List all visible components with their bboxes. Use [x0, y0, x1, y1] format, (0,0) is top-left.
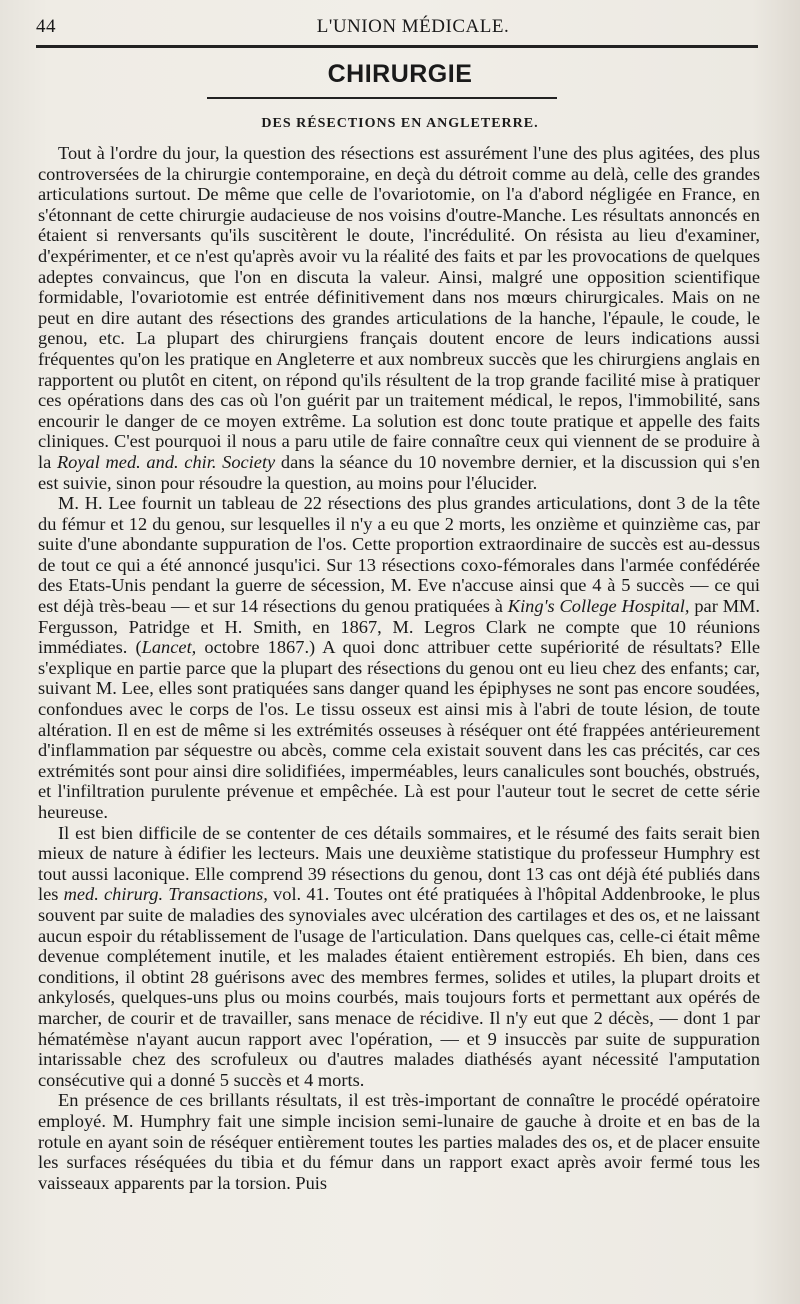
paragraph-text: En présence de ces brillants résultats, il est très-important de connaître le procédé opératoire employé. M. Humphry fait une simple incision semi-lunaire de gauche à droite et en bas de la rotule en ayant soin de réséquer entièrement toutes les parties malades des os, et de placer ensuite les surfaces réséquées du tibia et du fémur dans un rapport exact après avoir fermé tous les vaisseaux apparents par la torsion. Puis	[38, 1090, 760, 1193]
paragraph-text: Tout à l'ordre du jour, la question des résections est assurément l'une des plus agitées, des plus controversées de la chirurgie contemporaine, en deçà du détroit comme au delà, celle des grandes articulations surtout. De même que celle de l'ovariotomie, on l'a d'abord négligée en France, en s'étonnant de cette chirurgie audacieuse de nos voisins d'outre-Manche. Les résultats annoncés en étaient si renversants qu'ils suscitèrent le doute, l'incrédulité. On résista au lieu d'examiner, d'expérimenter, et ce n'est qu'après avoir vu la réalité des faits et par les provocations de quelques adeptes convaincus, que l'on en discuta la valeur. Ainsi, malgré une opposition scientifique formidable, l'ovariotomie est entrée définitivement dans nos mœurs chirurgicales. Mais on ne peut en dire autant des résections des grandes articulations de la hanche, l'épaule, le coude, le genou, etc. La plupart des chirurgiens français doutent encore de leurs indications aussi fréquentes qu'on les pratique en Angleterre et aux nombreux succès que les chirurgiens anglais en rapportent ou plutôt en citent, on répond qu'ils résultent de la trop grande facilité mise à pratiquer ces opérations dans des cas où l'on guérit par un traitement médical, le repos, l'immobilité, sans encourir le danger de ce moyen extrême. La solution est donc toute pratique et appelle des faits cliniques. C'est pourquoi il nous a paru utile de faire connaître ceux qui viennent de se produire à la	[38, 143, 760, 472]
italic-text: Lancet,	[141, 637, 197, 658]
page-number: 44	[36, 16, 56, 37]
journal-title: L'UNION MÉDICALE.	[316, 16, 510, 37]
paragraph	[38, 493, 760, 823]
italic-text: med. chirurg. Transactions,	[63, 884, 268, 905]
running-header	[36, 16, 760, 40]
section-title: CHIRURGIE	[327, 60, 473, 88]
paragraph	[38, 823, 760, 1091]
header-rule	[36, 45, 758, 48]
paragraph-text: M. H. Lee fournit un tableau de 22 résections des plus grandes articulations, dont 3 de la tête du fémur et 12 du genou, sur lesquelles il n'y a eu que 2 morts, les onzième et quinzième cas, par suite d'une abondante suppuration de l'os. Cette proportion extraordinaire de succès est au-dessus de tout ce qui a été annoncé jusqu'ici. Sur 13 résections coxo-fémorales dans l'armée confédérée des Etats-Unis pendant la guerre de sécession, M. Eve n'accuse ainsi que 4 à 5 succès — ce qui est déjà très-beau — et sur 14 résections du genou pratiquées à	[38, 493, 760, 617]
paragraph-text: dans la séance du 10 novembre dernier, et la discussion qui s'en est suivie, sinon pour résoudre la question, au moins pour l'élucider.	[38, 451, 760, 493]
italic-text: King's College Hospital,	[507, 596, 690, 617]
article-subtitle: DES RÉSECTIONS EN ANGLETERRE.	[261, 116, 539, 131]
article-body	[38, 143, 760, 1193]
italic-text: Royal med. and. chir. Society	[56, 451, 276, 472]
paragraph	[38, 143, 760, 493]
paragraph-text: Il est bien difficile de se contenter de ces détails sommaires, et le résumé des faits serait bien mieux de nature à édifier les lecteurs. Mais une deuxième statistique du professeur Humphry est tout aussi laconique. Elle comprend 39 résections du genou, dont 13 cas ont déjà été publiés dans les	[38, 822, 760, 905]
paragraph-text: vol. 41. Toutes ont été pratiquées à l'hôpital Addenbrooke, le plus souvent par suite de maladies des synoviales avec ulcération des cartilages et des os, et ne laissant aucun espoir du rétablissement de l'usage de l'articulation. Dans quelques cas, celle-ci était même devenue complétement inutile, et les malades étaient entièrement estropiés. Eh bien, dans ces conditions, il obtint 28 guérisons avec des membres fermes, solides et utiles, la plupart droits et ankylosés, quelques-uns plus ou moins courbés, mais toujours forts et permettant aux opérés de marcher, de courir et de travailler, sans menace de récidive. Il n'y eut que 2 décès, — dont 1 par hématémèse n'ayant aucun rapport avec l'opération, — et 9 insuccès par suite de suppuration intarissable chez des scrofuleux ou d'autres malades diathésés ayant nécessité l'amputation consécutive qui a donné 5 succès et 4 morts.	[38, 884, 760, 1090]
paragraph	[38, 1090, 760, 1193]
section-rule	[207, 97, 557, 99]
paragraph-text: par MM. Fergusson, Patridge et H. Smith, en 1867, M. Legros Clark ne compte que 10 réunions immédiates. (	[38, 596, 760, 658]
paragraph-text: octobre 1867.) A quoi donc attribuer cette supériorité de résultats? Elle s'explique en partie parce que la plupart des résections du genou ont eu lieu chez des enfants; car, suivant M. Lee, elles sont pratiquées sans danger quand les épiphyses ne sont pas encore soudées, confondues avec le corps de l'os. Le tissu osseux est ainsi mis à l'abri de toute lésion, de toute altération. Il en est de même si les extrémités osseuses à réséquer ont été frappées antérieurement d'inflammation par séquestre ou abcès, comme cela existait souvent dans les cas précités, car ces extrémités sont pour ainsi dire solidifiées, imperméables, leurs canalicules sont bouchés, obstrués, et l'infiltration purulente prévenue et empêchée. Là est pour l'auteur tout le secret de cette série heureuse.	[38, 637, 760, 822]
